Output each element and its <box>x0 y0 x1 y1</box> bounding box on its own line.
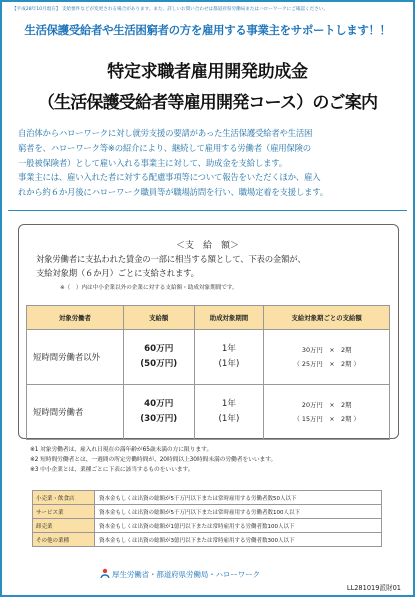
period-main: 1年 <box>221 344 236 354</box>
worker-category: 短時間労働者 <box>27 385 124 440</box>
intro-line: 自治体からハローワークに対し就労支援の要請があった生活保護受給者や生活困 <box>18 128 313 138</box>
footer-organization: 厚生労働省・都道府県労働局・ハローワーク <box>112 570 260 579</box>
document-code: LL281019派財01 <box>346 584 401 592</box>
intro-line: 窮者を、ハローワーク等※の紹介により、継続して雇用する労働者（雇用保険の <box>18 143 311 153</box>
worker-category: 短時間労働者以外 <box>27 330 124 385</box>
amount-main: 40万円 <box>144 399 174 409</box>
schedule-cell <box>264 330 390 385</box>
amount-text: 対象労働者に支払われた賃金の一部に相当する額として、下表の金額が、 <box>36 254 306 264</box>
period-cell <box>194 385 264 440</box>
intro-line: 事業主には、雇い入れた者に対する配慮事項等について報告をいただくほか、雇入 <box>18 172 321 182</box>
intro-paragraph-2 <box>18 170 403 200</box>
section-divider <box>8 210 407 211</box>
amount-note: ※（ ）内は中小企業以外の企業に対する支給額・助成対象期間です。 <box>60 285 238 291</box>
amount-cell <box>123 385 194 440</box>
footnote: ※1 対象労働者は、雇入れ日現在の満年齢が65歳未満の方に限ります。 <box>30 447 213 453</box>
business-criteria: 資本金もしくは出資の総額が5千万円以下または常時雇用する労働者数50人以下 <box>95 491 382 505</box>
sme-definition-table <box>32 490 382 547</box>
intro-line: れから約６か月後にハローワーク職員等が職場訪問を行い、職場定着を支援します。 <box>18 187 328 197</box>
business-type: その他の業種 <box>33 533 95 547</box>
period-alt: (1年) <box>218 414 240 424</box>
subsidy-table <box>26 305 390 440</box>
table-header-row <box>27 306 390 330</box>
footnote: ※3 中小企業とは、業種ごとに下表に該当するものをいいます。 <box>30 467 194 473</box>
table-row <box>33 491 382 505</box>
column-header: 支給額 <box>123 306 194 330</box>
period-cell <box>194 330 264 385</box>
schedule-main: 30万円 × 2期 <box>301 346 352 354</box>
intro-line: 一般被保険者）として雇い入れる事業主に対して、助成金を支給します。 <box>18 158 287 168</box>
column-header: 助成対象期間 <box>194 306 264 330</box>
page-title: 特定求職者雇用開発助成金 <box>107 62 308 82</box>
amount-main: 60万円 <box>144 344 174 354</box>
top-note: 【平成28年10月現在】 支給要件などが変更される場合があります。また、詳しいお問い合わせは都道府県労働局またはハローワークにご確認ください。 <box>12 7 328 12</box>
schedule-alt: （ 25万円 × 2期 ） <box>293 360 360 368</box>
column-header: 対象労働者 <box>27 306 124 330</box>
table-row <box>33 519 382 533</box>
period-alt: (1年) <box>218 359 240 369</box>
table-row <box>27 385 390 440</box>
business-type: サービス業 <box>33 505 95 519</box>
schedule-alt: （ 15万円 × 2期 ） <box>293 415 360 423</box>
table-row <box>27 330 390 385</box>
schedule-main: 20万円 × 2期 <box>301 401 352 409</box>
page-subtitle: （生活保護受給者等雇用開発コース）のご案内 <box>37 93 378 113</box>
business-type: 小売業・飲食店 <box>33 491 95 505</box>
amount-alt: (30万円) <box>140 414 178 424</box>
table-row <box>33 533 382 547</box>
business-criteria: 資本金もしくは出資の総額が3億円以下または常時雇用する労働者数300人以下 <box>95 533 382 547</box>
table-row <box>33 505 382 519</box>
intro-paragraph-1 <box>18 126 403 171</box>
amount-alt: (50万円) <box>140 359 178 369</box>
business-criteria: 資本金もしくは出資の総額が5千万円以下または常時雇用する労働者数100人以下 <box>95 505 382 519</box>
tagline: 生活保護受給者や生活困窮者の方を雇用する事業主をサポートします！！ <box>24 23 391 37</box>
footnote: ※2 短時間労働者とは、一週間の所定労働時間が、20時間以上30時間未満の労働者をいいます。 <box>30 457 277 463</box>
schedule-cell <box>264 385 390 440</box>
amount-cell <box>123 330 194 385</box>
business-type: 卸売業 <box>33 519 95 533</box>
amount-text: 支給対象期（６か月）ごとに支給されます。 <box>36 268 199 278</box>
business-criteria: 資本金もしくは出資の総額が1億円以下または常時雇用する労働者数100人以下 <box>95 519 382 533</box>
column-header: 支給対象期ごとの支給額 <box>264 306 390 330</box>
ministry-logo-icon <box>100 568 110 579</box>
period-main: 1年 <box>221 399 236 409</box>
amount-title: ＜支 給 額＞ <box>175 241 239 251</box>
